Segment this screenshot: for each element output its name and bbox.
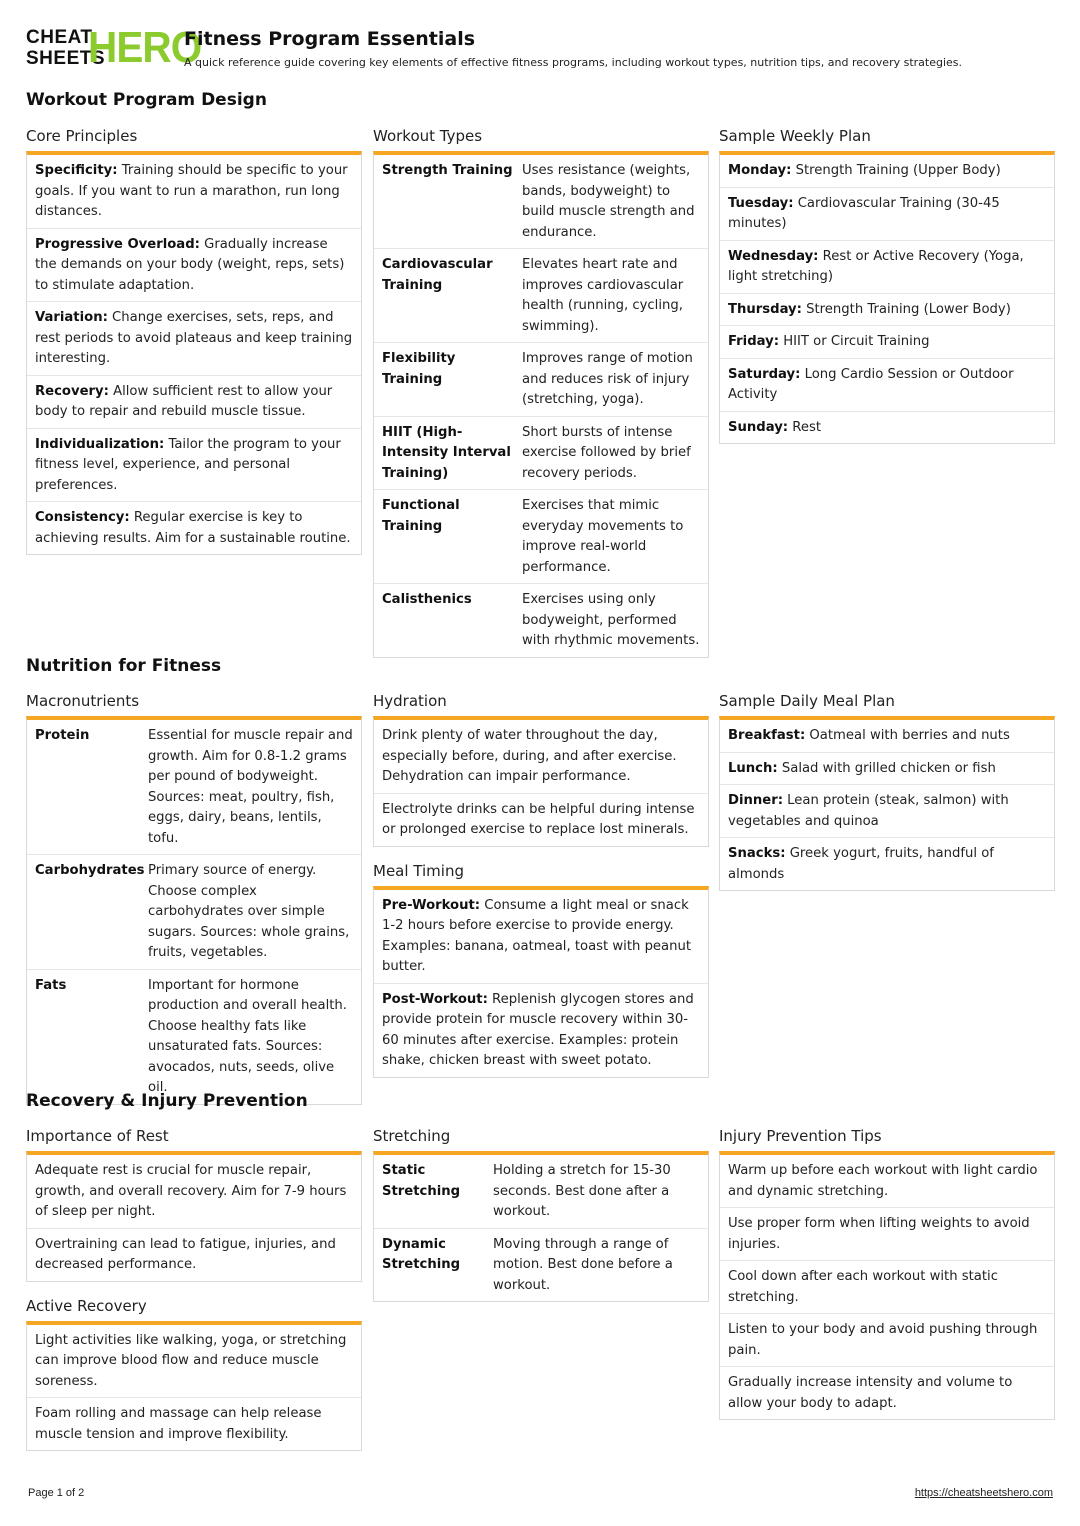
macronutrients-card [26,716,362,1105]
hydration-card [373,716,709,847]
list-item [720,838,1054,890]
logo-hero: HERO [88,23,202,72]
item-value: HIIT or Circuit Training [779,334,930,349]
meal-timing-title: Meal Timing [373,861,464,880]
row-key: HIIT (High-Intensity Interval Training) [382,424,511,481]
active-recovery-title: Active Recovery [26,1296,147,1315]
item-value: Rest or Active Recovery (Yoga, light stretching) [728,248,1024,284]
row-value: Improves range of motion and reduces risk of injury (stretching, yoga). [522,351,693,407]
list-item [720,188,1054,241]
item-key: Monday: [728,163,792,178]
table-row [374,490,708,584]
item-value: Replenish glycogen stores and provide protein for muscle recovery within 30-60 minutes after exercise. Examples: protein shake, chicken breast with sweet potato. [382,991,694,1068]
section-title-workout: Workout Program Design [26,90,267,110]
item-key: Sunday: [728,419,789,435]
item-value: Greek yogurt, fruits, handful of almonds [728,846,994,882]
list-item: Drink plenty of water throughout the day, especially before, during, and after exercise. Dehydration can impair performance. [374,720,708,794]
cheatsheetshero-logo[interactable] [26,23,202,72]
item-value: Lean protein (steak, salmon) with vegetables and quinoa [728,793,1009,829]
weekly-plan-title: Sample Weekly Plan [719,127,871,145]
list-item [720,241,1054,294]
injury-prevention-card [719,1151,1055,1420]
row-key: Functional Training [382,498,460,534]
item-value: Rest [788,419,821,435]
item-value: Regular exercise is key to achieving results. Aim for a sustainable routine. [35,510,351,546]
stretching-title: Stretching [373,1127,451,1145]
item-key: Tuesday: [728,195,794,211]
meal-timing-card [373,886,709,1078]
row-value: Important for hormone production and overall health. Choose healthy fats like unsaturated fats. Sources: avocados, nuts, seeds, olive oil. [148,977,347,1095]
row-key: Flexibility Training [382,351,456,387]
item-key: Progressive Overload: [35,236,200,252]
item-value: Tailor the program to your fitness level, experience, and personal preferences. [35,436,341,493]
injury-prevention-title: Injury Prevention Tips [719,1127,882,1145]
table-row [374,584,708,657]
table-row [374,343,708,417]
table-row [374,1229,708,1302]
item-key: Friday: [728,334,779,349]
item-value: Salad with grilled chicken or fish [777,760,996,776]
item-value: Allow sufficient rest to allow your body to repair and rebuild muscle tissue. [35,383,333,419]
row-value: Primary source of energy. Choose complex carbohydrates over simple sugars. Sources: whole grains, fruits, vegetables. [148,863,350,960]
core-principles-card [26,151,362,555]
item-value: Cardiovascular Training (30-45 minutes) [728,195,1000,231]
hydration-block [373,691,709,1078]
stretching-block [373,1126,709,1302]
macronutrients-title: Macronutrients [26,692,140,710]
site-link[interactable]: https://cheatsheetshero.com [914,1487,1053,1499]
rest-card [26,1151,362,1282]
list-item [374,890,708,984]
table-row [27,720,361,855]
list-item: Overtraining can lead to fatigue, injuries, and decreased performance. [35,1236,336,1272]
meal-plan-card [719,716,1055,891]
item-key: Breakfast: [728,728,806,743]
row-value: Short bursts of intense exercise followed by brief recovery periods. [522,424,691,481]
section-title-recovery: Recovery & Injury Prevention [26,1091,308,1111]
list-item [720,359,1054,412]
table-row [27,970,361,1104]
page-subtitle: A quick reference guide covering key elements of effective fitness programs, including workout types, nutrition tips, and recovery strategies. [184,56,963,69]
list-item [720,412,1054,444]
workout-types-block [373,126,709,658]
item-key: Pre-Workout: [382,897,481,913]
item-value: Change exercises, sets, reps, and rest periods to avoid plateaus and keep training interesting. [35,310,353,366]
active-recovery-card [26,1321,362,1452]
row-key: Carbohydrates [35,863,145,878]
meal-plan-title: Sample Daily Meal Plan [719,692,895,710]
row-value: Essential for muscle repair and growth. Aim for 0.8-1.2 grams per pound of bodyweight. Sources: meat, poultry, fish, eggs, dairy, beans, lentils, tofu. [148,728,353,846]
row-value: Moving through a range of motion. Best done before a workout. [493,1236,673,1293]
row-key: Calisthenics [382,592,472,607]
list-item [720,294,1054,327]
item-key: Dinner: [728,793,783,808]
item-value: Gradually increase the demands on your body (weight, reps, sets) to stimulate adaptation. [35,236,345,293]
item-key: Post-Workout: [382,991,488,1007]
page-number: Page 1 of 2 [28,1487,85,1499]
list-item [720,326,1054,359]
row-value: Elevates heart rate and improves cardiovascular health (running, cycling, swimming). [522,257,684,334]
table-row [374,155,708,249]
list-item [374,984,708,1077]
item-key: Saturday: [728,366,801,382]
core-principles-block [26,126,362,555]
injury-prevention-block [719,1126,1055,1420]
list-item [27,155,361,229]
weekly-plan-card [719,151,1055,444]
item-key: Recovery: [35,383,109,399]
item-key: Snacks: [728,846,786,861]
table-row [374,1155,708,1229]
list-item [720,720,1054,753]
item-key: Lunch: [728,760,778,776]
macronutrients-block [26,691,362,1105]
list-item: Adequate rest is crucial for muscle repair, growth, and overall recovery. Aim for 7-9 hours of sleep per night. [27,1155,361,1229]
page-title: Fitness Program Essentials [184,28,476,50]
row-value: Exercises that mimic everyday movements to improve real-world performance. [522,498,684,575]
list-item: Cool down after each workout with static stretching. [720,1261,1054,1314]
item-value: Oatmeal with berries and nuts [805,728,1010,743]
logo-line-sheets: SHEETS [26,48,106,69]
item-value: Long Cardio Session or Outdoor Activity [728,366,1014,402]
row-value: Uses resistance (weights, bands, bodyweight) to build muscle strength and endurance. [522,163,695,240]
core-principles-title: Core Principles [26,127,138,145]
row-key: Protein [35,728,90,743]
row-value: Holding a stretch for 15-30 seconds. Best done after a workout. [493,1163,671,1219]
item-key: Specificity: [35,163,118,178]
list-item: Gradually increase intensity and volume to allow your body to adapt. [728,1375,1013,1411]
list-item: Listen to your body and avoid pushing through pain. [720,1314,1054,1367]
stretching-card [373,1151,709,1302]
row-key: Cardiovascular Training [382,257,493,293]
section-title-nutrition: Nutrition for Fitness [26,656,222,676]
row-value: Exercises using only bodyweight, performed with rhythmic movements. [522,592,700,648]
rest-title: Importance of Rest [26,1127,169,1145]
hydration-title: Hydration [373,692,447,710]
table-row [374,417,708,491]
workout-types-card [373,151,709,658]
workout-types-title: Workout Types [373,127,483,145]
list-item [27,302,361,376]
item-key: Thursday: [728,301,802,317]
list-item [720,155,1054,188]
table-row [27,855,361,970]
list-item [27,429,361,503]
meal-plan-block [719,691,1055,891]
row-key: Static Stretching [382,1163,461,1199]
list-item [27,229,361,303]
row-key: Fats [35,977,67,993]
table-row [374,249,708,343]
item-value: Strength Training (Upper Body) [791,163,1001,178]
item-value: Training should be specific to your goals. If you want to run a marathon, run long distances. [35,163,348,219]
item-key: Individualization: [35,436,165,452]
list-item: Light activities like walking, yoga, or stretching can improve blood flow and reduce muscle soreness. [27,1325,361,1399]
item-value: Consume a light meal or snack 1-2 hours before exercise to provide energy. Examples: banana, oatmeal, toast with peanut butter. [382,897,692,974]
weekly-plan-block [719,126,1055,444]
row-key: Strength Training [382,163,513,178]
list-item [720,785,1054,838]
item-key: Variation: [35,310,108,325]
list-item: Use proper form when lifting weights to avoid injuries. [720,1208,1054,1261]
item-key: Wednesday: [728,248,819,264]
list-item [27,376,361,429]
list-item: Electrolyte drinks can be helpful during intense or prolonged exercise to replace lost minerals. [382,801,695,837]
list-item: Foam rolling and massage can help release muscle tension and improve flexibility. [35,1406,322,1442]
page-header [26,23,1056,72]
logo-line-cheat: CHEAT [26,27,93,48]
row-key: Dynamic Stretching [382,1236,461,1272]
rest-block [26,1126,362,1451]
item-key: Consistency: [35,510,130,525]
item-value: Strength Training (Lower Body) [801,301,1011,317]
list-item [27,502,361,554]
list-item [720,753,1054,786]
list-item: Warm up before each workout with light cardio and dynamic stretching. [720,1155,1054,1208]
